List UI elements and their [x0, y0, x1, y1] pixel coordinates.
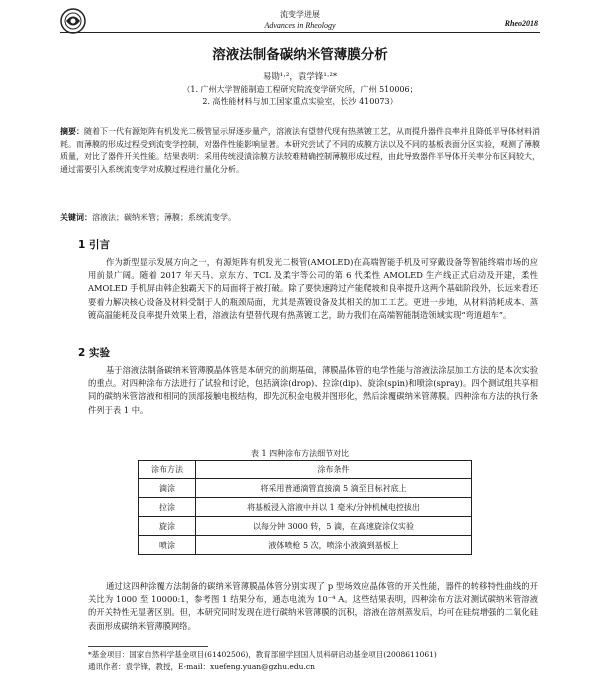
- table-row: [139, 517, 472, 536]
- journal-name-cn: 流变学进展: [280, 10, 320, 19]
- footnote-funding: *基金项目：国家自然科学基金项目(61402506)，教育部留学回国人员科研启动基金项目(2008611061): [88, 650, 437, 659]
- coating-methods-table: [138, 460, 472, 555]
- volume-tag: Rheo2018: [504, 19, 538, 28]
- table-cell-method: 旋涂: [139, 517, 196, 536]
- table-row: [139, 479, 472, 498]
- table-header-row: [139, 461, 472, 479]
- abstract-text: 随着下一代有源矩阵有机发光二极管显示屏逐步量产，溶液法有望替代现有热蒸镀工艺，从而提升器件良率并且降低半导体材料消耗。而薄膜的形成过程受到流变学控制，对器件性能影响显著。本研究尝试了不同的成膜方法以及不同的基板表面分区实验，观测了薄膜质量，对比了器件开关性能。结果表明：采用传统浸渍涂膜方法较难精确控制薄膜形成过程，由此导致器件半导体开关率分布区间较大，通过需要引入系统流变学对成膜过程进行量化分析。: [60, 127, 540, 174]
- table-cell-condition: 液体喷枪 5 次，喷涂小液滴到基板上: [196, 536, 472, 555]
- affiliation-1: （1. 广州大学智能制造工程研究院流变学研究所，广州 510006；: [182, 85, 418, 94]
- table-header-method: 涂布方法: [139, 461, 196, 479]
- table-cell-method: 拉涂: [139, 498, 196, 517]
- abstract-label: 摘要：: [60, 127, 84, 136]
- author-line: 易勋¹·²，袁学锋¹·²*: [262, 72, 338, 82]
- keywords-label: 关键词：: [60, 213, 92, 222]
- table-cell-condition: 将基板浸入溶液中并以 1 毫米/分钟机械电控拔出: [196, 498, 472, 517]
- affiliations: [70, 84, 530, 108]
- affiliation-2: 2. 高性能材料与加工国家重点实验室，长沙 410073）: [202, 97, 398, 106]
- results-paragraph: 通过这四种涂覆方法制备的碳纳米管薄膜晶体管分别实现了 p 型场效应晶体管的开关性能，器件的转移特性曲线的开关比为 1000 至 10000:1，参考图 1 结果分布，通态电流为 10⁻⁴ A。这些结果表明，四种涂布方法对测试碳纳米管溶液的开关特性无显著区别。但，本研究同时发现在进行碳纳米管薄膜的沉积，溶液在溶剂蒸发后，均可在硅烷增强的二氧化硅表面形成碳纳米管薄膜网络。: [88, 581, 538, 631]
- abstract: [60, 126, 540, 176]
- table-header-condition: 涂布条件: [196, 461, 472, 479]
- paper-title: 溶液法制备碳纳米管薄膜分析: [212, 47, 388, 63]
- table-cell-method: 滴涂: [139, 479, 196, 498]
- results-body: [88, 580, 538, 633]
- footnote-divider: [88, 646, 208, 647]
- footnote-contact: 通讯作者：袁学锋，教授，E-mail：xuefeng.yuan@gzhu.edu.cn: [88, 662, 315, 671]
- section-2-body: [88, 364, 538, 417]
- section-1-paragraph: 作为新型显示发展方向之一，有源矩阵有机发光二极管(AMOLED)在高端智能手机及可穿戴设备等智能终端市场的应用前景广阔。随着 2017 年天马、京东方、TCL 及柔宇等公司的第 6 代柔性 AMOLED 生产线正式启动及开建，柔性 AMOLED 手机屏由韩企独霸天下的局面将于被打破。除了要快速跨过产能爬坡和良率提升这两个基础阶段外，长远来看还要着力解决核心设备及材料受制于人的瓶颈局面，尤其是蒸镀设备及其相关的加工工艺。更进一步地，从材料消耗成本、蒸镀高温能耗及良率提升效果上看，溶液法有望替代现有热蒸镀工艺，助力我们在高端智能制造领域实现“弯道超车”。: [88, 257, 538, 320]
- journal-name-en: Advances in Rheology: [264, 21, 336, 30]
- section-2-heading: 2 实验: [78, 347, 110, 359]
- table-cell-condition: 将采用普通滴管直接滴 5 滴至目标衬底上: [196, 479, 472, 498]
- keywords-text: 溶液法；碳纳米管；薄膜；系统流变学。: [92, 213, 236, 222]
- table-cell-condition: 以每分钟 3000 转，5 滴，在高速旋涂仪实验: [196, 517, 472, 536]
- table-cell-method: 喷涂: [139, 536, 196, 555]
- header-divider: [60, 32, 540, 33]
- table-row: [139, 536, 472, 555]
- keywords: [60, 212, 540, 224]
- table-row: [139, 498, 472, 517]
- section-2-paragraph: 基于溶液法制备碳纳米管薄膜晶体管是本研究的前期基础，薄膜晶体管的电学性能与溶液法涂层加工方法的是本次实验的重点。对四种涂布方法进行了试验和讨论，包括滴涂(drop)、拉涂(dip)、旋涂(spin)和喷涂(spray)。四个测试组共享相同的碳纳米管溶液和相同的顶部接触电极结构，即先沉积金电极并图形化，然后涂覆碳纳米管薄膜。四种涂布方法的执行条件列于表 1 中。: [88, 365, 538, 415]
- section-1-heading: 1 引言: [78, 239, 110, 251]
- section-1-body: [88, 256, 538, 322]
- table-caption: 表 1 四种涂布方法细节对比: [250, 449, 350, 458]
